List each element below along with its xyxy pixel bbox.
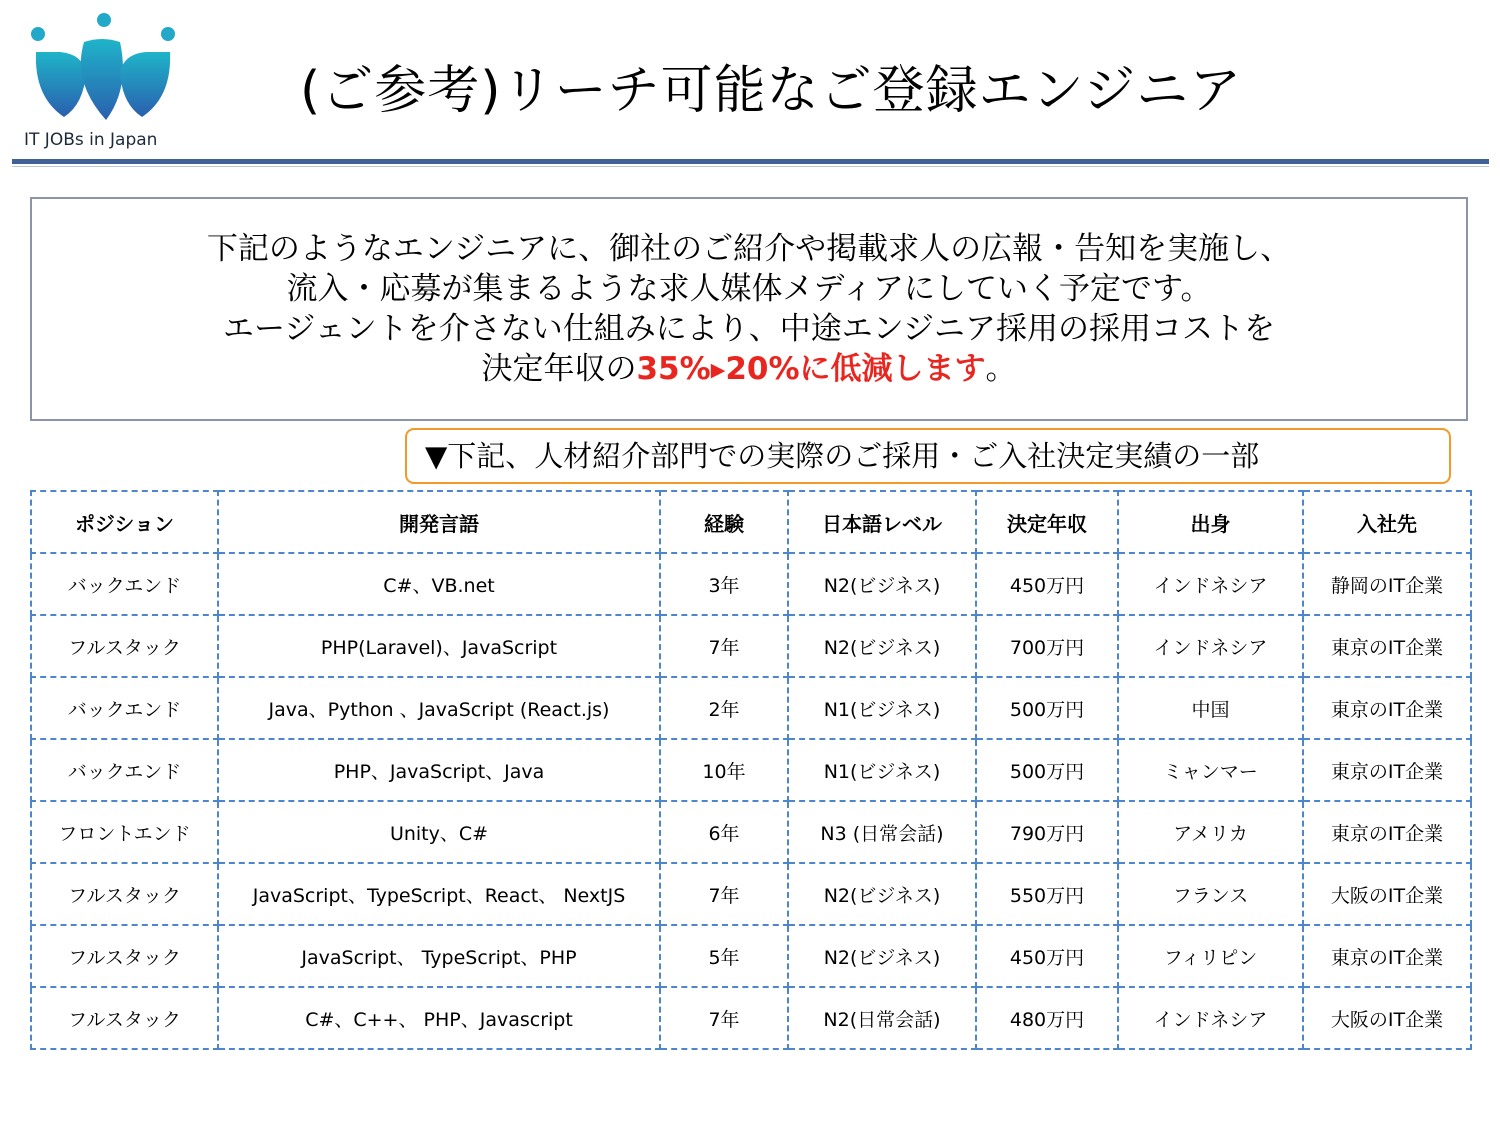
cell-origin: インドネシア [1118,615,1303,677]
cell-origin: フィリピン [1118,925,1303,987]
header-position: ポジション [31,491,218,553]
cell-employer: 静岡のIT企業 [1303,553,1471,615]
info-line-2: 流入・応募が集まるような求人媒体メディアにしていく予定です。 [286,270,1212,307]
cell-experience: 3年 [660,553,788,615]
cell-languages: PHP、JavaScript、Java [218,739,660,801]
table-row [31,801,1471,863]
info-line-4 [481,349,1016,390]
cell-japanese-level: N2(日常会話) [788,987,976,1049]
header-salary: 決定年収 [976,491,1118,553]
cell-salary: 450万円 [976,553,1118,615]
cell-origin: ミャンマー [1118,739,1303,801]
cell-japanese-level: N2(ビジネス) [788,615,976,677]
table-row [31,863,1471,925]
header-divider-thin [12,166,1489,167]
cell-salary: 480万円 [976,987,1118,1049]
cell-japanese-level: N1(ビジネス) [788,739,976,801]
cell-position: フルスタック [31,925,218,987]
info-box [30,197,1468,421]
cell-employer: 東京のIT企業 [1303,615,1471,677]
cost-after: 20%に低減します [725,350,986,387]
cost-before: 35% [636,350,711,387]
cell-employer: 東京のIT企業 [1303,925,1471,987]
cell-employer: 東京のIT企業 [1303,739,1471,801]
header-languages: 開発言語 [218,491,660,553]
header-divider [12,159,1489,164]
placement-results-table [30,490,1472,1050]
table-row [31,677,1471,739]
results-subheading: ▼下記、人材紹介部門での実際のご採用・ご入社決定実績の一部 [405,428,1451,484]
table-row [31,925,1471,987]
table-row [31,739,1471,801]
info-line-4-suffix: 。 [985,350,1017,387]
cell-position: フルスタック [31,863,218,925]
cell-salary: 500万円 [976,677,1118,739]
cell-employer: 大阪のIT企業 [1303,987,1471,1049]
arrow-icon: ▶ [710,358,726,381]
cell-experience: 10年 [660,739,788,801]
table-row [31,553,1471,615]
cell-experience: 7年 [660,863,788,925]
header-employer: 入社先 [1303,491,1471,553]
cell-japanese-level: N2(ビジネス) [788,925,976,987]
cell-position: フルスタック [31,615,218,677]
cell-employer: 大阪のIT企業 [1303,863,1471,925]
logo-text: IT JOBs in Japan [24,130,158,150]
cell-japanese-level: N2(ビジネス) [788,863,976,925]
cell-languages: Unity、C# [218,801,660,863]
cell-employer: 東京のIT企業 [1303,677,1471,739]
cell-origin: 中国 [1118,677,1303,739]
cell-experience: 7年 [660,987,788,1049]
table-row [31,615,1471,677]
cell-salary: 550万円 [976,863,1118,925]
cell-origin: インドネシア [1118,987,1303,1049]
cell-position: バックエンド [31,553,218,615]
header-japanese-level: 日本語レベル [788,491,976,553]
cell-salary: 450万円 [976,925,1118,987]
cell-origin: アメリカ [1118,801,1303,863]
cell-salary: 500万円 [976,739,1118,801]
cell-salary: 700万円 [976,615,1118,677]
cell-japanese-level: N2(ビジネス) [788,553,976,615]
cell-japanese-level: N1(ビジネス) [788,677,976,739]
cell-experience: 2年 [660,677,788,739]
table-row [31,987,1471,1049]
info-line-3: エージェントを介さない仕組みにより、中途エンジニア採用の採用コストを [223,310,1275,347]
cell-origin: フランス [1118,863,1303,925]
cell-position: バックエンド [31,739,218,801]
page-title: (ご参考)リーチ可能なご登録エンジニア [300,61,1243,121]
cell-employer: 東京のIT企業 [1303,801,1471,863]
info-line-1: 下記のようなエンジニアに、御社のご紹介や掲載求人の広報・告知を実施し、 [206,230,1292,267]
cell-experience: 6年 [660,801,788,863]
cell-languages: Java、Python 、JavaScript (React.js) [218,677,660,739]
cell-position: バックエンド [31,677,218,739]
cell-japanese-level: N3 (日常会話) [788,801,976,863]
header-experience: 経験 [660,491,788,553]
cell-languages: PHP(Laravel)、JavaScript [218,615,660,677]
cell-languages: JavaScript、 TypeScript、PHP [218,925,660,987]
cell-position: フルスタック [31,987,218,1049]
cell-experience: 5年 [660,925,788,987]
cell-position: フロントエンド [31,801,218,863]
cell-languages: JavaScript、TypeScript、React、 NextJS [218,863,660,925]
info-line-4-prefix: 決定年収の [481,350,637,387]
table-header-row [31,491,1471,553]
header-origin: 出身 [1118,491,1303,553]
cell-languages: C#、VB.net [218,553,660,615]
cell-experience: 7年 [660,615,788,677]
cell-salary: 790万円 [976,801,1118,863]
cell-origin: インドネシア [1118,553,1303,615]
cell-languages: C#、C++、 PHP、Javascript [218,987,660,1049]
